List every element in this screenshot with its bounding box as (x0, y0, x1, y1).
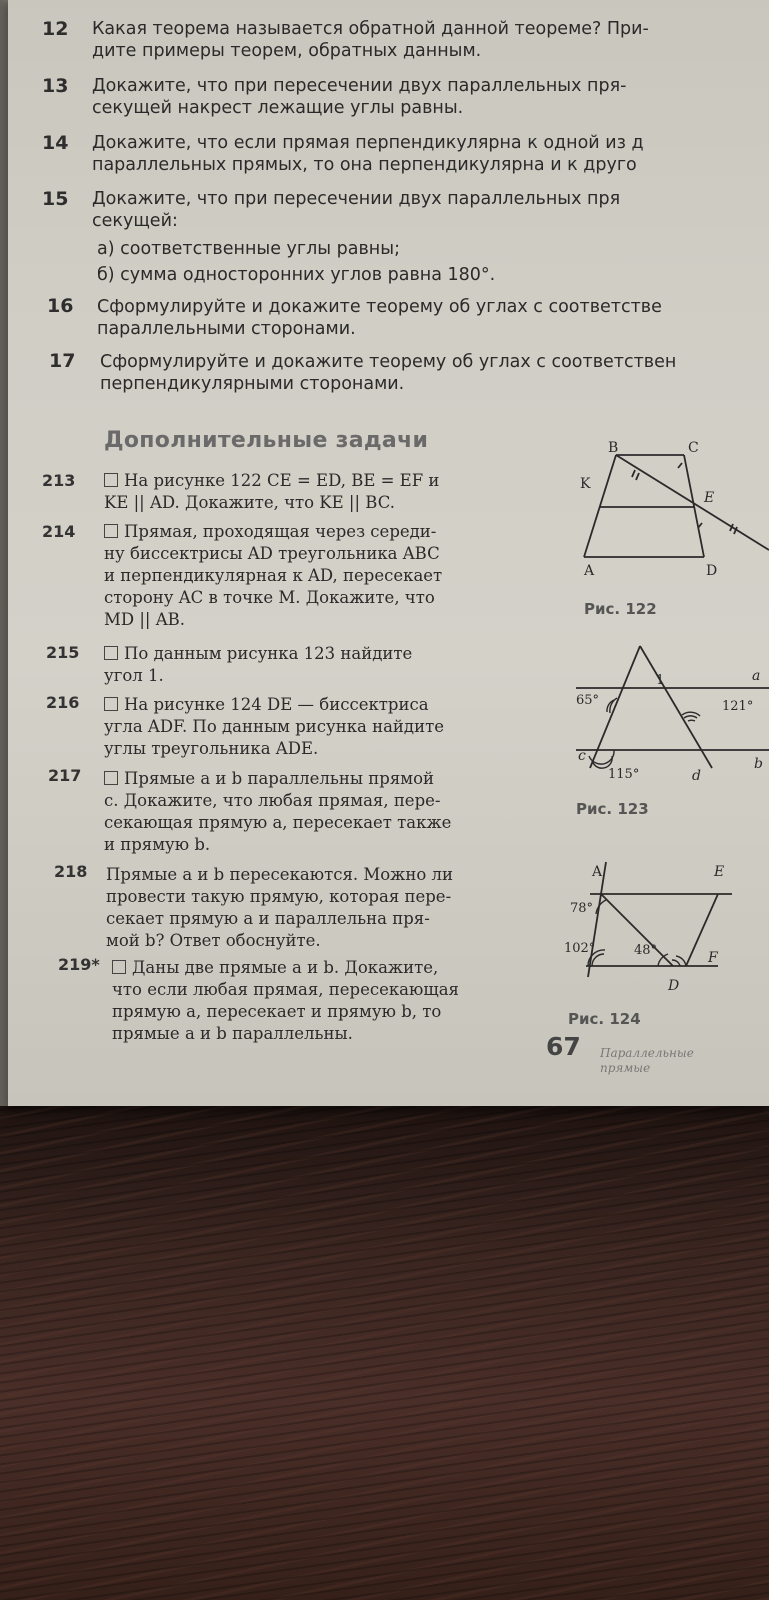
label-B: B (608, 440, 619, 456)
angle-121-label: 121° (722, 699, 754, 714)
label-K: K (580, 476, 591, 492)
question-line: б) сумма односторонних углов равна 180°. (97, 265, 496, 285)
label-F: F (708, 950, 718, 966)
figure-123-diagram (576, 640, 769, 785)
angle-78-label: 78° (570, 901, 594, 916)
question-line: секущей накрест лежащие углы равны. (92, 98, 464, 118)
question-number: 12 (42, 18, 69, 40)
line-a-label: a (752, 668, 761, 684)
problem-number: 217 (48, 766, 82, 785)
question-number: 16 (47, 295, 74, 317)
question-line: Сформулируйте и докажите теорему об углах с соответствен (100, 352, 677, 372)
problem-number: 214 (42, 522, 76, 541)
problem-line: Прямая, проходящая через середи- (104, 521, 436, 542)
problem-line: мой b? Ответ обоснуйте. (106, 931, 321, 950)
label-D: D (668, 978, 680, 994)
problem-line: По данным рисунка 123 найдите (104, 643, 412, 664)
page-number: 67 (546, 1032, 581, 1061)
problem-number: 218 (54, 862, 88, 881)
angle-115-label: 115° (608, 767, 640, 782)
label-A: A (592, 864, 603, 880)
figure-123-caption: Рис. 123 (576, 800, 649, 818)
checkbox-icon (104, 646, 118, 660)
line-b-label: b (754, 756, 763, 772)
figure-122-diagram (580, 440, 769, 585)
question-line: Докажите, что при пересечении двух параллельных пря (92, 189, 621, 209)
label-C: C (688, 440, 699, 456)
problem-line: сторону AC в точке M. Докажите, что (104, 588, 435, 607)
question-line: Какая теорема называется обратной данной теореме? При- (92, 19, 649, 39)
label-E: E (714, 864, 725, 880)
question-number: 13 (42, 75, 69, 97)
label-D: D (706, 563, 718, 579)
problem-number: 216 (46, 693, 80, 712)
question-line: дите примеры теорем, обратных данным. (92, 41, 482, 61)
checkbox-icon (104, 771, 118, 785)
problem-line: Прямые a и b пересекаются. Можно ли (106, 865, 454, 884)
problem-line: MD || AB. (104, 610, 186, 629)
problem-line: На рисунке 122 CE = ED, BE = EF и (104, 470, 439, 491)
question-line: параллельными сторонами. (97, 319, 356, 339)
question-line: Докажите, что если прямая перпендикулярна к одной из д (92, 133, 644, 153)
question-line: параллельных прямых, то она перпендикулярна и к друго (92, 155, 637, 175)
checkbox-icon (112, 960, 126, 974)
problem-line: и перпендикулярная к AD, пересекает (104, 566, 443, 585)
question-line: Докажите, что при пересечении двух параллельных пря- (92, 76, 627, 96)
problem-line: На рисунке 124 DE — биссектриса (104, 694, 429, 715)
problem-line: Даны две прямые a и b. Докажите, (112, 957, 438, 978)
problem-line: прямые a и b параллельны. (112, 1024, 353, 1043)
problem-line: провести такую прямую, которая пере- (106, 887, 452, 906)
line-c-label: c (578, 748, 586, 764)
problem-number: 219* (58, 955, 100, 974)
line-d-label: d (692, 768, 701, 784)
angle-1-label: 1 (656, 673, 665, 688)
problem-line: углы треугольника ADE. (104, 739, 319, 758)
problem-line: KE || AD. Докажите, что KE || BC. (104, 493, 395, 512)
label-A: A (584, 563, 595, 579)
question-line: секущей: (92, 211, 178, 231)
problem-line: и прямую b. (104, 835, 211, 854)
checkbox-icon (104, 473, 118, 487)
figure-124-caption: Рис. 124 (568, 1010, 641, 1028)
problem-line: секает прямую a и параллельна пря- (106, 909, 430, 928)
section-title: Дополнительные задачи (104, 428, 429, 453)
problem-line: прямую a, пересекает и прямую b, то (112, 1002, 442, 1021)
question-line: Сформулируйте и докажите теорему об углах с соответстве (97, 297, 662, 317)
problem-number: 215 (46, 643, 80, 662)
figure-124-diagram (564, 862, 769, 1012)
checkbox-icon (104, 524, 118, 538)
question-number: 14 (42, 132, 69, 154)
angle-65-label: 65° (576, 693, 600, 708)
problem-line: секающая прямую a, пересекает также (104, 813, 452, 832)
angle-102-label: 102° (564, 941, 596, 956)
question-number: 17 (49, 350, 76, 372)
problem-line: ну биссектрисы AD треугольника ABC (104, 544, 440, 563)
checkbox-icon (104, 697, 118, 711)
wooden-table-background (0, 1100, 769, 1600)
problem-line: c. Докажите, что любая прямая, пере- (104, 791, 441, 810)
problem-number: 213 (42, 471, 76, 490)
label-E: E (704, 490, 715, 506)
problem-line: Прямые a и b параллельны прямой (104, 768, 434, 789)
question-line: а) соответственные углы равны; (97, 239, 400, 259)
problem-line: угла ADF. По данным рисунка найдите (104, 717, 444, 736)
figure-122-caption: Рис. 122 (584, 600, 657, 618)
question-number: 15 (42, 188, 69, 210)
problem-line: угол 1. (104, 666, 164, 685)
problem-line: что если любая прямая, пересекающая (112, 980, 459, 999)
angle-48-label: 48° (634, 943, 658, 958)
question-line: перпендикулярными сторонами. (100, 374, 405, 394)
section-name: Параллельные прямые (600, 1046, 694, 1075)
